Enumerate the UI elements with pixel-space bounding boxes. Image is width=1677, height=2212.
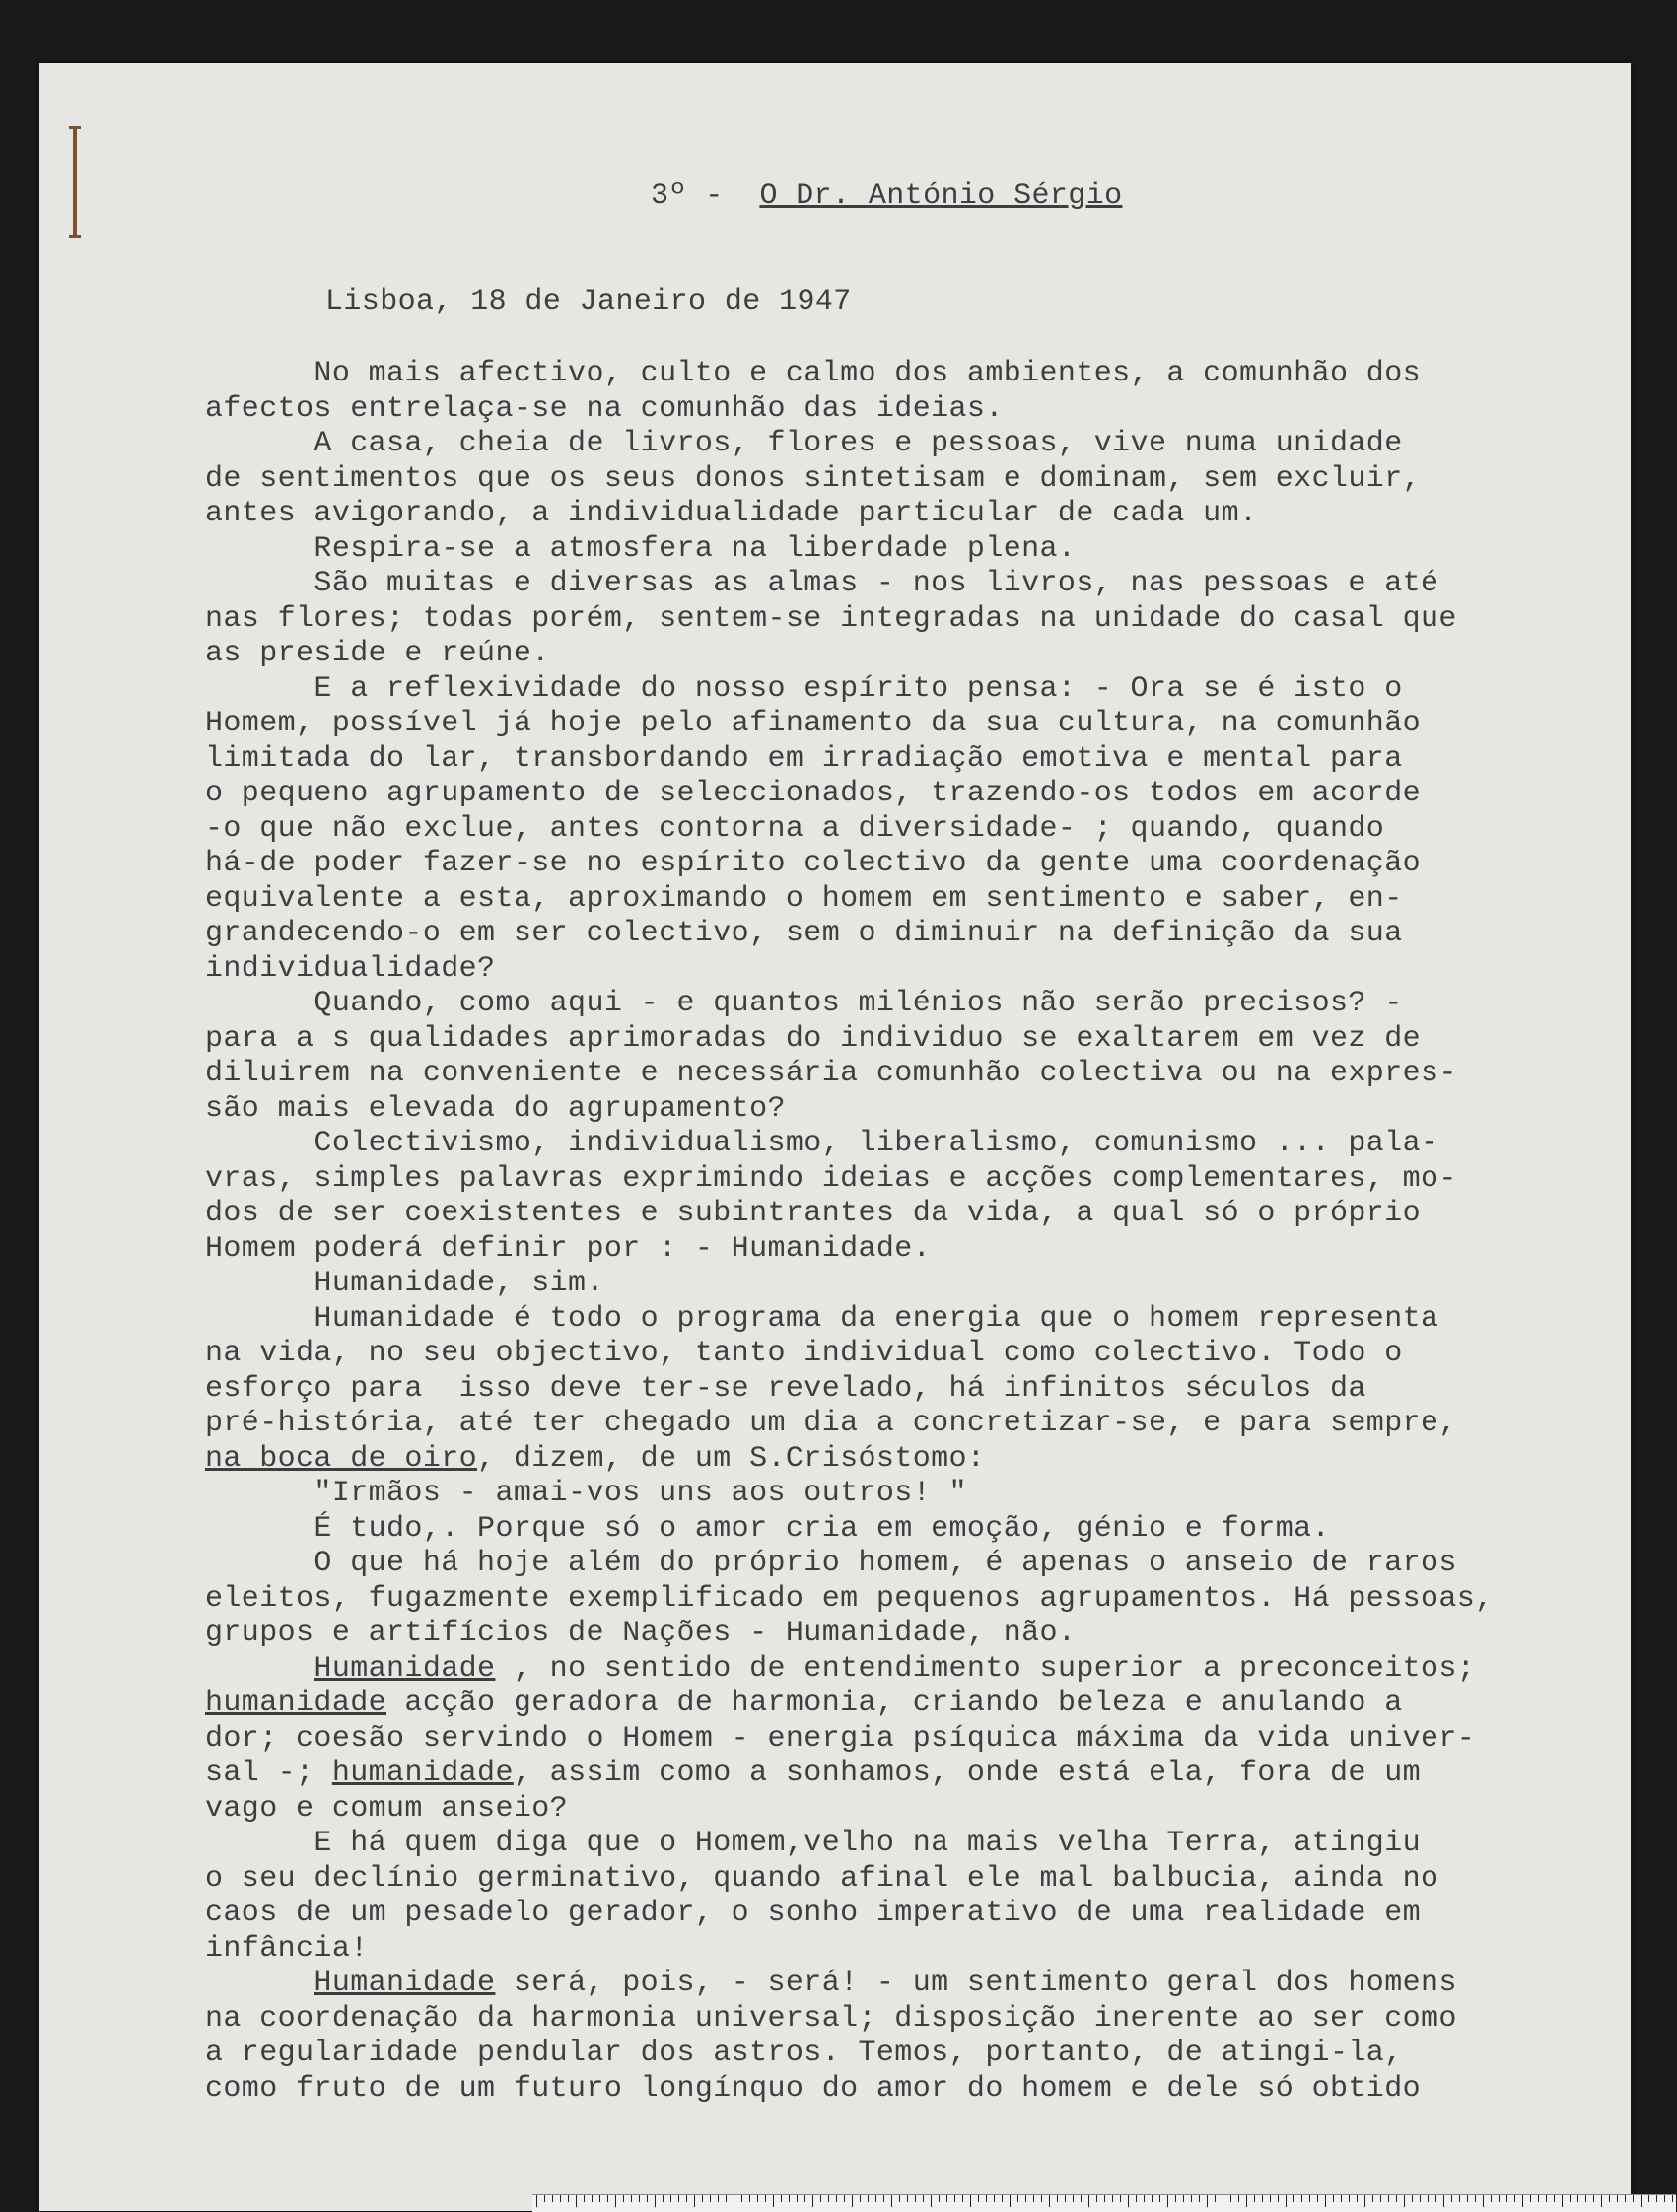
ruler-tick (1104, 2195, 1105, 2202)
ruler-tick (1530, 2195, 1531, 2202)
ruler-tick (592, 2195, 593, 2202)
ruler-tick (718, 2195, 719, 2202)
ruler-tick (1017, 2195, 1018, 2202)
text-line: É tudo,. Porque só o amor cria em emoção, génio e forma. (205, 1511, 1330, 1546)
ruler-tick (860, 2195, 861, 2202)
ruler-tick (1412, 2195, 1413, 2202)
ruler-tick (1625, 2195, 1626, 2202)
ruler-tick (1522, 2195, 1523, 2207)
text-line: Homem poderá definir por : - Humanidade. (205, 1231, 932, 1266)
ruler-tick (1033, 2195, 1034, 2202)
ruler-tick (1041, 2195, 1042, 2202)
ruler-tick (1641, 2195, 1642, 2207)
text-line: a regularidade pendular dos astros. Temos, portanto, de atingi-la, (205, 2037, 1403, 2070)
text-line: infância! (205, 1931, 369, 1966)
ruler-tick (1435, 2195, 1436, 2202)
text-line: esforço para isso deve ter-se revelado, há infinitos séculos da (205, 1371, 1366, 1406)
ruler-tick (647, 2195, 648, 2202)
ruler-tick (875, 2195, 876, 2202)
text-line: Humanidade, sim. (205, 1267, 604, 1300)
ruler-tick (1475, 2195, 1476, 2202)
text-line: individualidade? (205, 951, 496, 986)
ruler-tick (663, 2195, 664, 2202)
ruler-tick (1609, 2195, 1610, 2202)
ruler-tick (1601, 2195, 1602, 2207)
text-line: o pequeno agrupamento de seleccionados, trazendo-os todos em acorde (205, 777, 1421, 810)
ruler-tick (781, 2195, 782, 2202)
ruler-tick (1672, 2195, 1673, 2202)
ruler-tick (623, 2195, 624, 2202)
ruler-tick (1554, 2195, 1555, 2202)
ruler-tick (1286, 2195, 1287, 2207)
ruler-tick (931, 2195, 932, 2207)
ruler-tick (1349, 2195, 1350, 2202)
ruler-tick (1388, 2195, 1389, 2202)
text-line: vago e comum anseio? (205, 1791, 569, 1826)
ruler-tick (804, 2195, 805, 2202)
ruler-tick (1404, 2195, 1405, 2207)
underlined-phrase: Humanidade (314, 1967, 496, 2000)
ruler-tick (1396, 2195, 1397, 2202)
text-line: Respira-se a atmosfera na liberdade plena. (205, 531, 1077, 566)
ruler-tick (828, 2195, 829, 2202)
ruler-tick (789, 2195, 790, 2202)
text-line: dos de ser coexistentes e subintrantes da vida, a qual só o próprio (205, 1197, 1421, 1230)
text-line: há-de poder fazer-se no espírito colectivo da gente uma coordenação (205, 847, 1421, 880)
text-line: grupos e artifícios de Nações - Humanidade, não. (205, 1617, 1077, 1650)
ruler-tick (1262, 2195, 1263, 2202)
text-line: as preside e reúne. (205, 637, 550, 670)
text-line: Humanidade , no sentido de entendimento superior a preconceitos; (314, 1651, 1476, 1686)
ruler-tick (994, 2195, 995, 2202)
ruler-tick (1301, 2195, 1302, 2202)
underlined-phrase: na boca de oiro (205, 1441, 478, 1476)
ruler-tick (1538, 2195, 1539, 2202)
ruler-tick (1278, 2195, 1279, 2202)
ruler-tick (1459, 2195, 1460, 2202)
ruler-tick (891, 2195, 892, 2207)
ruler-tick (1088, 2195, 1089, 2207)
ruler-tick (702, 2195, 703, 2202)
ruler-tick (1483, 2195, 1484, 2207)
text-line: vras, simples palavras exprimindo ideias e acções complementares, mo- (205, 1161, 1457, 1196)
text-line: são mais elevada do agrupamento? (205, 1091, 786, 1126)
ruler-tick (1128, 2195, 1129, 2207)
text-line: dor; coesão servindo o Homem - energia psíquica máxima da vida univer- (205, 1721, 1476, 1756)
text-line: O que há hoje além do próprio homem, é apenas o anseio de raros (205, 1547, 1457, 1580)
ruler-tick (1372, 2195, 1373, 2202)
ruler-tick (1025, 2195, 1026, 2202)
ruler-tick (615, 2195, 616, 2207)
ruler-tick (923, 2195, 924, 2202)
ruler-tick (1081, 2195, 1082, 2202)
underlined-phrase: Humanidade (314, 1651, 496, 1686)
ruler-tick (1246, 2195, 1247, 2207)
ruler-tick (576, 2195, 577, 2207)
ruler-tick (1215, 2195, 1216, 2202)
ruler-tick (1546, 2195, 1547, 2202)
ruler-tick (1570, 2195, 1571, 2202)
ruler-tick (1633, 2195, 1634, 2202)
ruler-tick (883, 2195, 884, 2202)
ruler-tick (757, 2195, 758, 2202)
ruler-tick (1325, 2195, 1326, 2207)
text-line: Homem, possível já hoje pelo afinamento da sua cultura, na comunhão (205, 707, 1421, 740)
ruler-tick (1364, 2195, 1365, 2207)
ruler-tick (1010, 2195, 1011, 2207)
text-line: de sentimentos que os seus donos sintetisam e dominam, sem excluir, (205, 461, 1421, 496)
ruler-tick (1254, 2195, 1255, 2202)
text-line: Humanidade é todo o programa da energia que o homem representa (205, 1301, 1439, 1336)
text-line: E a reflexividade do nosso espírito pensa: - Ora se é isto o (205, 671, 1403, 706)
ruler-tick (631, 2195, 632, 2202)
ruler-tick (1562, 2195, 1563, 2207)
ruler-tick (655, 2195, 656, 2207)
ruler-tick (1207, 2195, 1208, 2207)
text-line: pré-história, até ter chegado um dia a concretizar-se, e para sempre, (205, 1407, 1457, 1440)
text-line: o seu declínio germinativo, quando afinal ele mal balbucia, ainda no (205, 1861, 1439, 1896)
ruler-tick (1514, 2195, 1515, 2202)
ruler-tick (820, 2195, 821, 2202)
text-line: equivalente a esta, aproximando o homem em sentimento e saber, en- (205, 881, 1403, 916)
ruler-tick (844, 2195, 845, 2202)
ruler-tick (986, 2195, 987, 2202)
text-line: "Irmãos - amai-vos uns aos outros! " (205, 1477, 967, 1510)
text-line: sal -; humanidade, assim como a sonhamos, onde está ela, fora de um (205, 1757, 1422, 1790)
binding-tick-bottom (69, 235, 81, 238)
document-page (39, 63, 1631, 2211)
ruler-tick (1656, 2195, 1657, 2202)
text-line: Humanidade será, pois, - será! - um sentimento geral dos homens (314, 1967, 1457, 2000)
ruler-tick (726, 2195, 727, 2202)
text-line: afectos entrelaça-se na comunhão das ideias. (205, 391, 1004, 426)
ruler-tick (907, 2195, 908, 2202)
text-line: como fruto de um futuro longínquo do amor do homem e dele só obtido (205, 2071, 1421, 2106)
ruler-tick (1191, 2195, 1192, 2202)
ruler-tick (970, 2195, 971, 2207)
page-title (651, 179, 1123, 213)
date-line: Lisboa, 18 de Janeiro de 1947 (325, 285, 852, 318)
ruler-tick (1167, 2195, 1168, 2207)
text-line: diluirem na conveniente e necessária comunhão colectiva ou na expres- (205, 1057, 1457, 1090)
ruler-tick (694, 2195, 695, 2207)
text-line: Colectivismo, individualismo, liberalismo, comunismo ... pala- (205, 1127, 1439, 1160)
ruler-tick (1648, 2195, 1649, 2202)
ruler-tick (946, 2195, 947, 2202)
text-line: A casa, cheia de livros, flores e pessoas, vive numa unidade (205, 427, 1403, 460)
text-line: na vida, no seu objectivo, tanto individual como colectivo. Todo o (205, 1337, 1403, 1370)
ruler-tick (1057, 2195, 1058, 2202)
ruler-tick (1238, 2195, 1239, 2202)
ruler-tick (670, 2195, 671, 2202)
ruler-tick (915, 2195, 916, 2202)
ruler-tick (1002, 2195, 1003, 2202)
ruler-tick (1175, 2195, 1176, 2202)
ruler-tick (1152, 2195, 1153, 2202)
ruler-tick (1183, 2195, 1184, 2202)
body-text (205, 357, 1585, 2107)
ruler-tick (1357, 2195, 1358, 2202)
ruler-tick (678, 2195, 679, 2202)
text-line: humanidade acção geradora de harmonia, criando beleza e anulando a (205, 1687, 1403, 1720)
ruler-tick (1467, 2195, 1468, 2202)
ruler-tick (797, 2195, 798, 2202)
text-line: nas flores; todas porém, sentem-se integradas na unidade do casal que (205, 601, 1457, 636)
ruler-tick (899, 2195, 900, 2202)
ruler-tick (1309, 2195, 1310, 2202)
ruler-tick (954, 2195, 955, 2202)
ruler-tick (1096, 2195, 1097, 2202)
ruler-tick (1333, 2195, 1334, 2202)
text-line: antes avigorando, a individualidade particular de cada um. (205, 497, 1258, 530)
text-line: grandecendo-o em ser colectivo, sem o diminuir na definição da sua (205, 917, 1403, 950)
ruler-tick (1341, 2195, 1342, 2202)
text-line: caos de um pesadelo gerador, o sonho imperativo de uma realidade em (205, 1897, 1421, 1930)
ruler-tick (607, 2195, 608, 2202)
ruler-tick (978, 2195, 979, 2202)
ruler-tick (1230, 2195, 1231, 2202)
ruler-tick (939, 2195, 940, 2202)
text-line: na boca de oiro, dizem, de um S.Crisóstomo: (205, 1441, 986, 1476)
text-line: limitada do lar, transbordando em irradiação emotiva e mental para (205, 741, 1403, 776)
ruler-tick (749, 2195, 750, 2202)
ruler-tick (710, 2195, 711, 2202)
ruler-tick (1428, 2195, 1429, 2202)
text-line: Quando, como aqui - e quantos milénios não serão precisos? - (205, 987, 1403, 1020)
text-line: -o que não exclue, antes contorna a diversidade- ; quando, quando (205, 811, 1385, 846)
ruler-tick (1317, 2195, 1318, 2202)
ruler-tick (1451, 2195, 1452, 2202)
binding-tick-top (69, 126, 81, 129)
ruler-tick (1577, 2195, 1578, 2202)
ruler-tick (836, 2195, 837, 2202)
underlined-phrase: humanidade (331, 1757, 514, 1790)
ruler-tick (1506, 2195, 1507, 2202)
ruler-tick (868, 2195, 869, 2202)
ruler-tick (773, 2195, 774, 2207)
ruler-tick (1499, 2195, 1500, 2202)
underlined-phrase: humanidade (205, 1687, 387, 1720)
ruler-tick (765, 2195, 766, 2202)
title-name: O Dr. António Sérgio (759, 179, 1123, 213)
ruler-tick (639, 2195, 640, 2202)
ruler-tick (544, 2195, 545, 2202)
ruler-tick (1491, 2195, 1492, 2202)
text-line: na coordenação da harmonia universal; disposição inerente ao ser como (205, 2001, 1457, 2036)
text-line: para a s qualidades aprimoradas do individuo se exaltarem em vez de (205, 1021, 1421, 1056)
ruler-tick (1065, 2195, 1066, 2202)
ruler-tick (686, 2195, 687, 2202)
ruler-tick (1120, 2195, 1121, 2202)
text-line: E há quem diga que o Homem,velho na mais velha Terra, atingiu (205, 1827, 1421, 1860)
ruler-tick (1136, 2195, 1137, 2202)
ruler-tick (1270, 2195, 1271, 2202)
ruler-tick (1073, 2195, 1074, 2202)
ruler-tick (552, 2195, 553, 2202)
binding-strip (73, 128, 77, 237)
ruler-tick (962, 2195, 963, 2202)
ruler-tick (1593, 2195, 1594, 2202)
ruler-tick (741, 2195, 742, 2202)
ruler-tick (1049, 2195, 1050, 2207)
text-line: No mais afectivo, culto e calmo dos ambientes, a comunhão dos (205, 357, 1421, 390)
ruler-tick (812, 2195, 813, 2207)
text-line: eleitos, fugazmente exemplificado em pequenos agrupamentos. Há pessoas, (205, 1581, 1494, 1616)
ruler-tick (1293, 2195, 1294, 2202)
ruler-tick (1664, 2195, 1665, 2202)
ruler-tick (1443, 2195, 1444, 2207)
ruler-tick (536, 2195, 537, 2207)
scale-ruler (532, 2194, 1676, 2212)
ruler-tick (852, 2195, 853, 2207)
ruler-tick (560, 2195, 561, 2202)
ruler-tick (1144, 2195, 1145, 2202)
ruler-tick (1420, 2195, 1421, 2202)
ruler-tick (1112, 2195, 1113, 2202)
ruler-tick (568, 2195, 569, 2202)
ruler-tick (1380, 2195, 1381, 2202)
ruler-tick (1585, 2195, 1586, 2202)
ruler-tick (584, 2195, 585, 2202)
title-number: 3º - (651, 179, 724, 213)
text-line: São muitas e diversas as almas - nos livros, nas pessoas e até (205, 567, 1439, 600)
ruler-tick (1199, 2195, 1200, 2202)
ruler-tick (1617, 2195, 1618, 2202)
ruler-tick (599, 2195, 600, 2202)
ruler-tick (1159, 2195, 1160, 2202)
